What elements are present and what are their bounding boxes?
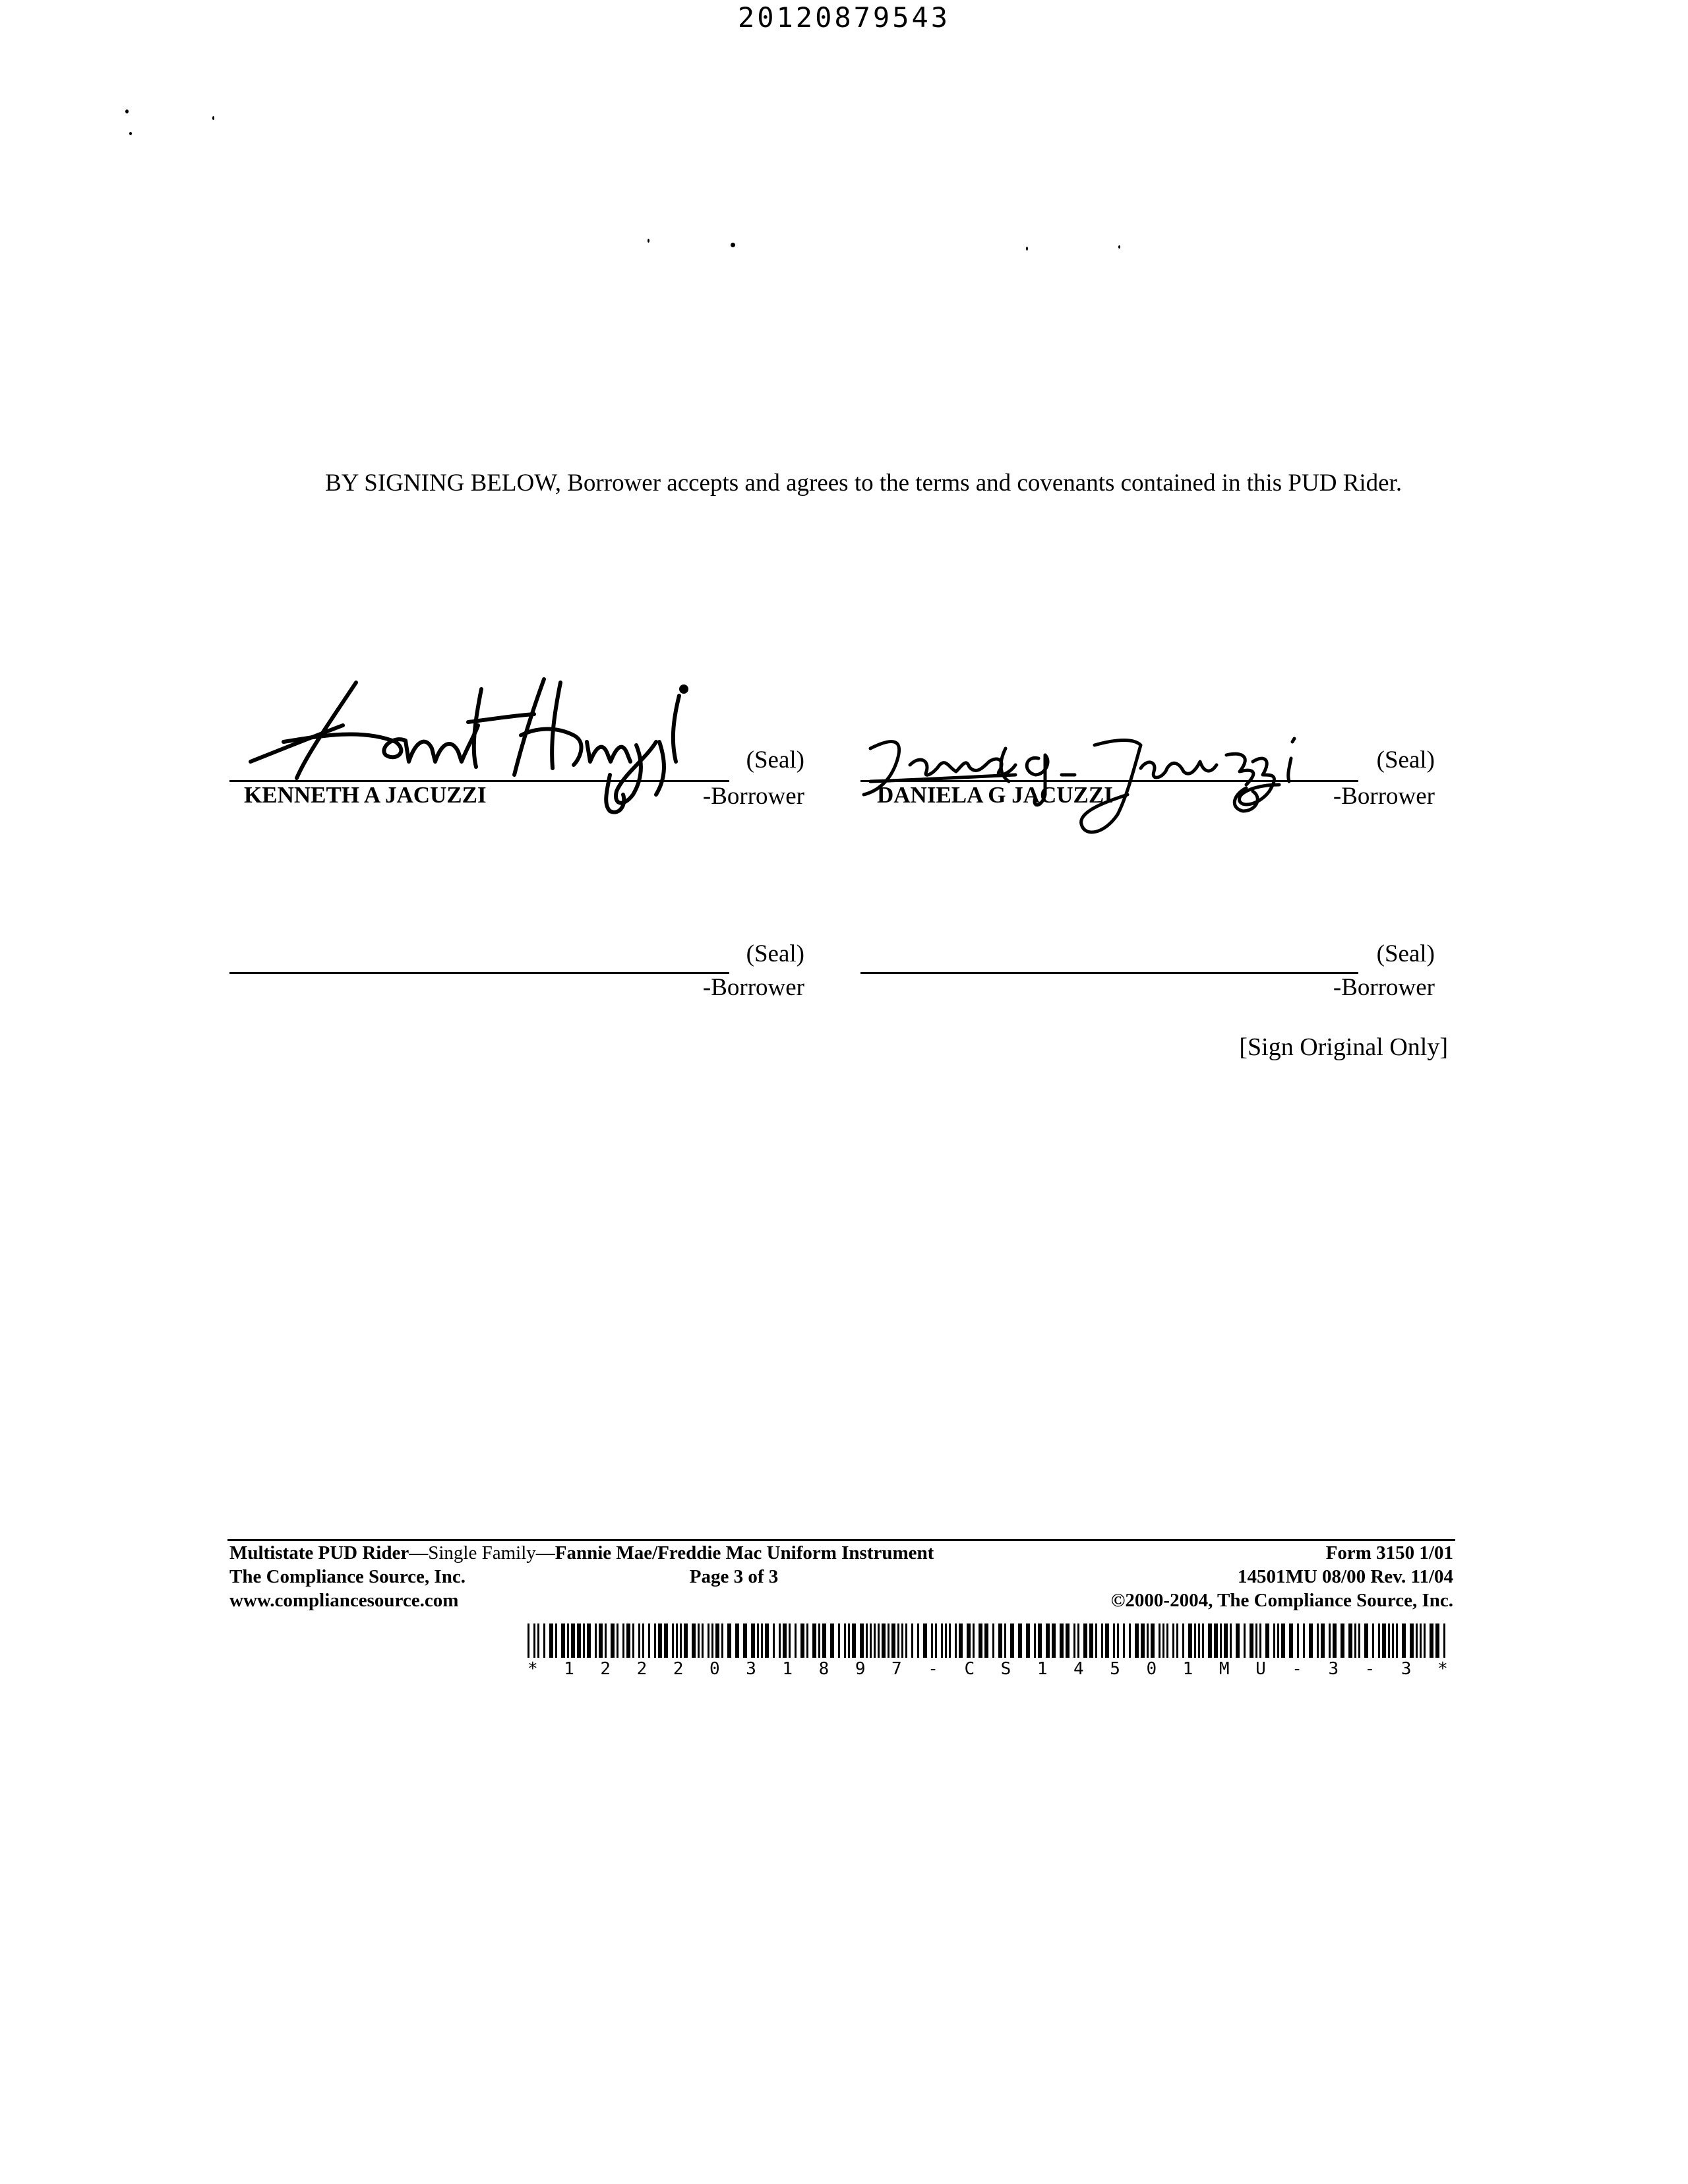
barcode-character: 1 <box>564 1659 574 1679</box>
barcode-bar <box>583 1623 585 1658</box>
barcode-bar <box>622 1623 624 1658</box>
barcode-bar <box>1060 1623 1064 1658</box>
barcode-bar <box>1372 1623 1374 1658</box>
barcode-bar <box>537 1623 539 1658</box>
barcode-bar <box>984 1623 988 1658</box>
barcode-bar <box>1073 1623 1075 1658</box>
barcode-bar <box>1194 1623 1196 1658</box>
barcode-bar <box>1378 1623 1380 1658</box>
barcode-bar <box>735 1623 739 1658</box>
barcode-bar <box>812 1623 816 1658</box>
barcode-bar <box>1364 1623 1368 1658</box>
barcode-bar <box>789 1623 791 1658</box>
footer-form-title-b: —Single Family— <box>409 1542 555 1563</box>
barcode-character: 0 <box>709 1659 720 1679</box>
borrower-acceptance-statement: BY SIGNING BELOW, Borrower accepts and agrees to the terms and covenants contained in this PUD Rider. <box>325 470 1402 497</box>
barcode-bar <box>1388 1623 1390 1658</box>
seal-label: (Seal) <box>746 940 804 967</box>
barcode-bar <box>917 1623 919 1658</box>
barcode-bar <box>1089 1623 1093 1658</box>
barcode-bar <box>761 1623 763 1658</box>
barcode-bar <box>1018 1623 1022 1658</box>
barcode-bar <box>783 1623 787 1658</box>
barcode-character: 2 <box>673 1659 684 1679</box>
barcode-bar <box>844 1623 846 1658</box>
barcode-bar <box>822 1623 826 1658</box>
barcode-bar <box>595 1623 597 1658</box>
barcode-character: 7 <box>891 1659 902 1679</box>
barcode-bar <box>1303 1623 1305 1658</box>
barcode-bar <box>955 1623 957 1658</box>
barcode-bar <box>935 1623 937 1658</box>
barcode-bar <box>923 1623 927 1658</box>
barcode-character: - <box>1292 1659 1302 1679</box>
barcode-bar <box>806 1623 808 1658</box>
barcode-bar <box>1105 1623 1109 1658</box>
barcode-bar <box>1004 1623 1006 1658</box>
barcode-bar <box>848 1623 850 1658</box>
barcode-bar <box>702 1623 704 1658</box>
barcode-bar <box>1382 1623 1386 1658</box>
barcode-bar <box>543 1623 545 1658</box>
barcode-bar <box>1402 1623 1406 1658</box>
borrower-role-label: -Borrower <box>702 974 804 1001</box>
barcode-bar <box>638 1623 640 1658</box>
footer-revision: 14501MU 08/00 Rev. 11/04 <box>1237 1566 1453 1587</box>
barcode-bar <box>1159 1623 1160 1658</box>
barcode-bar <box>838 1623 840 1658</box>
barcode-bar <box>1066 1623 1070 1658</box>
borrower-role-label: -Borrower <box>1333 974 1435 1001</box>
barcode-character: 5 <box>1110 1659 1120 1679</box>
barcode-bar <box>1354 1623 1356 1658</box>
barcode-bar <box>1182 1623 1184 1658</box>
barcode-bar <box>1420 1623 1422 1658</box>
barcode-character: 3 <box>1328 1659 1339 1679</box>
barcode-character: 3 <box>746 1659 756 1679</box>
footer-form-number: Form 3150 1/01 <box>1325 1542 1453 1563</box>
barcode-bar <box>1224 1623 1228 1658</box>
barcode-bar <box>1329 1623 1331 1658</box>
seal-label: (Seal) <box>1376 940 1435 967</box>
barcode-bar <box>587 1623 591 1658</box>
barcode-bar <box>1010 1623 1014 1658</box>
barcode-bar <box>866 1623 868 1658</box>
barcode-bar <box>874 1623 876 1658</box>
barcode-bar <box>765 1623 769 1658</box>
seal-label: (Seal) <box>1376 746 1435 774</box>
barcode-bar <box>611 1623 615 1658</box>
barcode-bar <box>605 1623 607 1658</box>
barcode-character: 4 <box>1073 1659 1084 1679</box>
scan-speck <box>731 243 735 247</box>
barcode-character: 2 <box>636 1659 648 1679</box>
scan-speck <box>125 109 129 113</box>
barcode-bar <box>1265 1623 1269 1658</box>
barcode-bar <box>711 1623 713 1658</box>
barcode-bar <box>1341 1623 1344 1658</box>
barcode-bar <box>1348 1623 1352 1658</box>
barcode-bar <box>1424 1623 1426 1658</box>
barcode-bar <box>1259 1623 1261 1658</box>
barcode-bar <box>1321 1623 1325 1658</box>
barcode-character: 3 <box>1401 1659 1412 1679</box>
barcode-character: C <box>964 1659 975 1679</box>
barcode-bar <box>979 1623 982 1658</box>
barcode-bar <box>882 1623 886 1658</box>
barcode-bar <box>998 1623 1002 1658</box>
barcode-bar <box>1392 1623 1394 1658</box>
barcode-character: 1 <box>1037 1659 1048 1679</box>
barcode-bar <box>727 1623 731 1658</box>
barcode-bar <box>1188 1623 1192 1658</box>
barcode-bar <box>1034 1623 1036 1658</box>
barcode-bar <box>1172 1623 1174 1658</box>
document-number: 20120879543 <box>737 1 951 34</box>
barcode-bar <box>1166 1623 1168 1658</box>
footer-page-number: Page 3 of 3 <box>689 1566 779 1587</box>
barcode <box>528 1623 1448 1658</box>
scan-speck <box>1118 245 1120 249</box>
borrower-role-label: -Borrower <box>702 783 804 810</box>
seal-label: (Seal) <box>746 746 804 774</box>
barcode-bar <box>795 1623 797 1658</box>
barcode-bar <box>800 1623 804 1658</box>
barcode-bar <box>1410 1623 1414 1658</box>
barcode-bar <box>941 1623 943 1658</box>
barcode-bar <box>571 1623 575 1658</box>
barcode-bar <box>743 1623 747 1658</box>
barcode-bar <box>1273 1623 1275 1658</box>
footer-copyright: ©2000-2004, The Compliance Source, Inc. <box>1110 1590 1453 1611</box>
barcode-bar <box>1095 1623 1097 1658</box>
barcode-bar <box>567 1623 569 1658</box>
barcode-bar <box>1202 1623 1204 1658</box>
barcode-bar <box>1123 1623 1125 1658</box>
barcode-bar <box>888 1623 889 1658</box>
barcode-bar <box>555 1623 557 1658</box>
barcode-bar <box>721 1623 723 1658</box>
borrower-name: DANIELA G JACUZZI <box>877 782 1113 808</box>
barcode-bar <box>852 1623 856 1658</box>
footer-form-title <box>229 1541 934 1565</box>
barcode-bar <box>901 1623 903 1658</box>
barcode-bar <box>1038 1623 1042 1658</box>
barcode-bar <box>1046 1623 1050 1658</box>
barcode-bar <box>1052 1623 1056 1658</box>
barcode-bar <box>1214 1623 1218 1658</box>
scan-speck <box>129 132 132 135</box>
barcode-bar <box>992 1623 994 1658</box>
barcode-bar <box>672 1623 674 1658</box>
footer-form-title-a: Multistate PUD Rider <box>229 1542 409 1563</box>
barcode-bar <box>708 1623 709 1658</box>
barcode-bar <box>1083 1623 1087 1658</box>
barcode-bar <box>773 1623 775 1658</box>
barcode-bar <box>945 1623 947 1658</box>
barcode-bar <box>779 1623 781 1658</box>
barcode-character: 1 <box>782 1659 793 1679</box>
sign-original-note: [Sign Original Only] <box>1239 1033 1448 1061</box>
barcode-character: 8 <box>818 1659 829 1679</box>
barcode-bar <box>561 1623 565 1658</box>
barcode-bar <box>1113 1623 1115 1658</box>
barcode-bar <box>1317 1623 1319 1658</box>
barcode-character: - <box>1364 1659 1375 1679</box>
barcode-bar <box>1220 1623 1222 1658</box>
barcode-bar <box>751 1623 755 1658</box>
barcode-bar <box>1333 1623 1337 1658</box>
barcode-bar <box>715 1623 719 1658</box>
barcode-bar <box>577 1623 581 1658</box>
barcode-character: S <box>1000 1659 1011 1679</box>
barcode-bar <box>1230 1623 1232 1658</box>
barcode-bar <box>654 1623 656 1658</box>
barcode-bar <box>878 1623 880 1658</box>
barcode-bar <box>818 1623 820 1658</box>
barcode-bar <box>617 1623 618 1658</box>
barcode-bar <box>1277 1623 1279 1658</box>
barcode-bar <box>911 1623 913 1658</box>
barcode-bar <box>680 1623 682 1658</box>
barcode-bar <box>1244 1623 1246 1658</box>
barcode-bar <box>905 1623 907 1658</box>
barcode-bar <box>1396 1623 1398 1658</box>
scan-speck <box>1026 247 1028 251</box>
barcode-bar <box>830 1623 834 1658</box>
barcode-bar <box>632 1623 634 1658</box>
scan-speck <box>212 116 214 120</box>
barcode-character: * <box>1437 1659 1448 1679</box>
barcode-bar <box>648 1623 650 1658</box>
barcode-bar <box>1026 1623 1030 1658</box>
barcode-bar <box>1162 1623 1164 1658</box>
barcode-bar <box>1147 1623 1149 1658</box>
barcode-bar <box>860 1623 864 1658</box>
barcode-bar <box>533 1623 535 1658</box>
barcode-bar <box>1255 1623 1257 1658</box>
barcode-bar <box>949 1623 951 1658</box>
barcode-bar <box>549 1623 553 1658</box>
barcode-bar <box>1236 1623 1240 1658</box>
signature-daniela <box>857 709 1332 841</box>
barcode-bar <box>698 1623 700 1658</box>
barcode-bar <box>1281 1623 1285 1658</box>
barcode-bar <box>1358 1623 1360 1658</box>
barcode-bar <box>1208 1623 1212 1658</box>
barcode-bar <box>1430 1623 1433 1658</box>
barcode-bar <box>664 1623 668 1658</box>
barcode-character: 0 <box>1146 1659 1157 1679</box>
barcode-text <box>528 1659 1448 1679</box>
barcode-bar <box>599 1623 603 1658</box>
barcode-bar <box>1297 1623 1299 1658</box>
barcode-bar <box>1250 1623 1253 1658</box>
barcode-bar <box>1309 1623 1313 1658</box>
barcode-character: 9 <box>855 1659 866 1679</box>
barcode-bar <box>626 1623 630 1658</box>
barcode-bar <box>1077 1623 1079 1658</box>
barcode-character: 1 <box>1182 1659 1193 1679</box>
footer-form-title-c: Fannie Mae/Freddie Mac Uniform Instrument <box>555 1542 934 1563</box>
barcode-character: U <box>1255 1659 1266 1679</box>
barcode-bar <box>1198 1623 1200 1658</box>
barcode-bar <box>1176 1623 1178 1658</box>
barcode-bar <box>642 1623 644 1658</box>
barcode-bar <box>1443 1623 1445 1658</box>
barcode-bar <box>1117 1623 1119 1658</box>
barcode-bar <box>870 1623 872 1658</box>
barcode-bar <box>1101 1623 1103 1658</box>
barcode-bar <box>692 1623 696 1658</box>
barcode-bar <box>891 1623 895 1658</box>
barcode-bar <box>1435 1623 1439 1658</box>
barcode-bar <box>658 1623 662 1658</box>
barcode-character: * <box>528 1659 538 1679</box>
barcode-bar <box>967 1623 971 1658</box>
barcode-bar <box>973 1623 975 1658</box>
barcode-character: 2 <box>600 1659 611 1679</box>
footer-company: The Compliance Source, Inc. <box>229 1566 466 1587</box>
barcode-bar <box>1135 1623 1139 1658</box>
borrower-name: KENNETH A JACUZZI <box>244 782 487 808</box>
footer-website: www.compliancesource.com <box>229 1590 459 1611</box>
barcode-bar <box>757 1623 759 1658</box>
barcode-bar <box>931 1623 933 1658</box>
barcode-character: - <box>928 1659 938 1679</box>
barcode-bar <box>1151 1623 1155 1658</box>
barcode-bar <box>1289 1623 1293 1658</box>
borrower-role-label: -Borrower <box>1333 783 1435 810</box>
barcode-bar <box>1141 1623 1145 1658</box>
barcode-bar <box>897 1623 899 1658</box>
barcode-bar <box>959 1623 963 1658</box>
barcode-bar <box>528 1623 529 1658</box>
barcode-character: M <box>1219 1659 1230 1679</box>
barcode-bar <box>1129 1623 1131 1658</box>
barcode-bar <box>684 1623 688 1658</box>
barcode-bar <box>1416 1623 1418 1658</box>
scan-speck <box>648 239 649 243</box>
barcode-bar <box>676 1623 678 1658</box>
